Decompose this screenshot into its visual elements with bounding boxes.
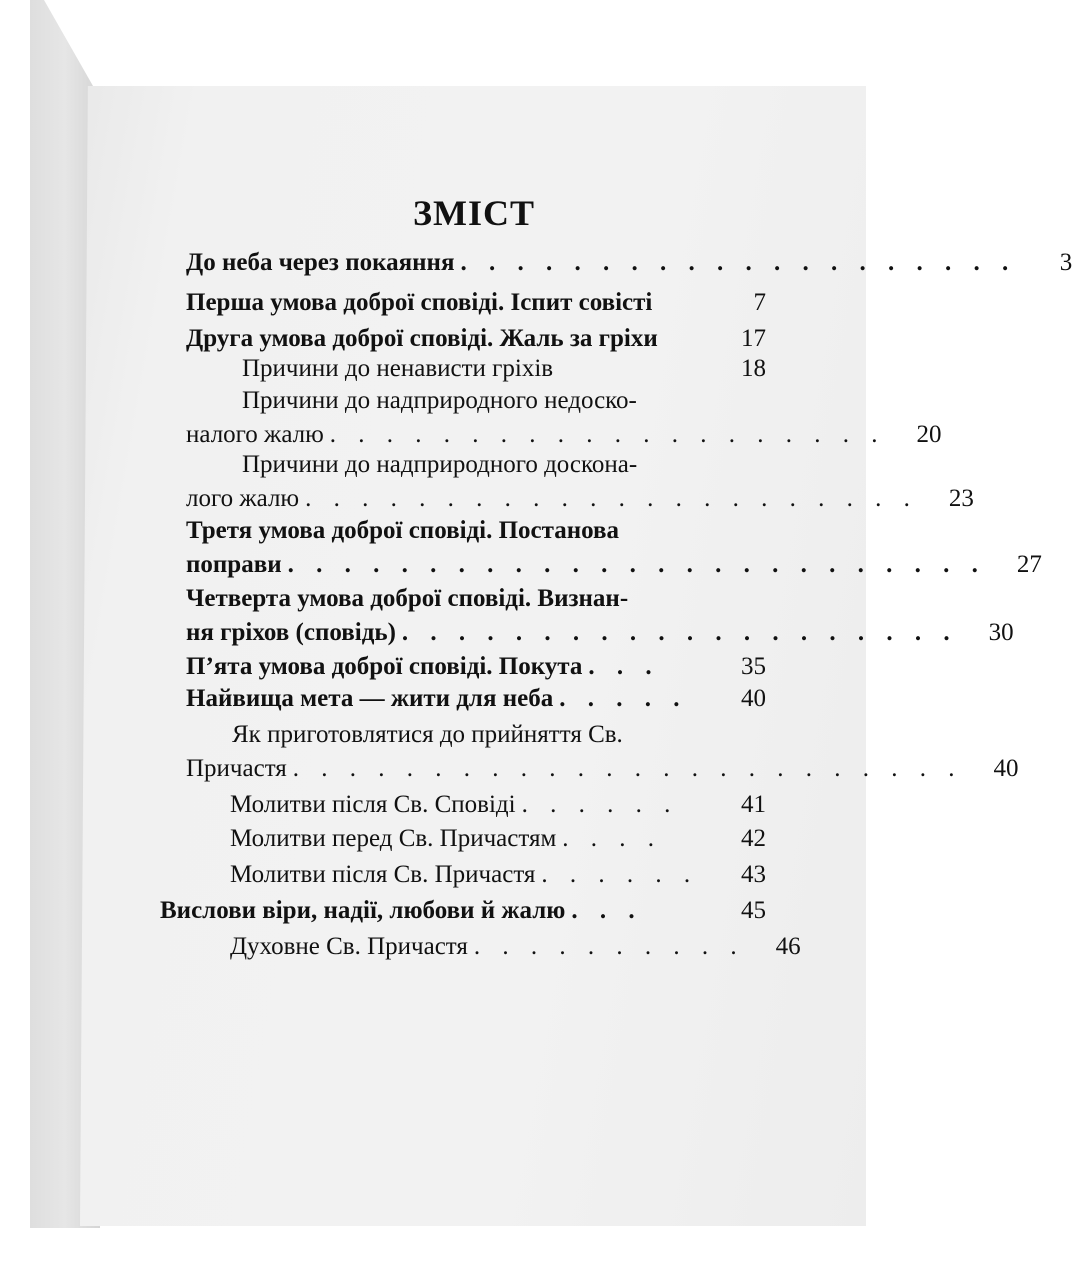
toc-page-number: 35: [741, 653, 766, 680]
toc-leader: . . . . . . . . . . . . . . . . . . . .: [329, 421, 886, 448]
toc-leader: . . . . . . . . . .: [473, 933, 745, 960]
toc-entry-text: лого жалю: [186, 485, 300, 512]
toc-entry-text: ня гріхов (сповідь): [186, 619, 396, 646]
toc-entry-11b: [186, 752, 1019, 786]
toc-page-number: 43: [741, 861, 766, 888]
toc-leader: . . . . . . . . . . . . . . . . . . . . . . . .: [292, 755, 963, 782]
toc-entry-text: До неба через покаяння: [186, 249, 455, 276]
toc-entry-3: [186, 322, 766, 356]
toc-entry-14: [230, 858, 766, 892]
toc-leader: . . . . .: [559, 685, 688, 712]
toc-entry-text: Причини до надприродного доскона-: [242, 451, 638, 478]
toc-entry-text: П’ята умова доброї сповіді. Покута: [186, 653, 583, 680]
toc-page-number: 30: [988, 619, 1014, 646]
toc-entry-6a: [242, 448, 712, 482]
toc-leader: . . . . . . . . . . . . . . . . . . . . . .: [305, 485, 918, 512]
toc-entry-5b: [186, 418, 942, 452]
toc-entry-text: налого жалю: [186, 421, 324, 448]
toc-page-number: 40: [993, 755, 1019, 782]
toc-entry-7b: [186, 548, 1042, 582]
toc-entry-12: [230, 788, 766, 822]
toc-page-number: 40: [741, 685, 766, 712]
toc-entry-text: Молитви після Св. Причастя: [230, 861, 536, 888]
toc-page-number: 27: [1016, 551, 1042, 578]
toc-entry-text: Перша умова доброї сповіді. Іспит совісті: [186, 289, 653, 316]
toc-page-number: 23: [948, 485, 974, 512]
toc-page-number: 20: [916, 421, 942, 448]
toc-entry-9: [186, 650, 766, 684]
toc-leader: . . .: [588, 653, 660, 680]
toc-entry-16: [230, 930, 801, 964]
toc-leader: . . . . . .: [521, 791, 679, 818]
toc-entry-7a: [186, 514, 716, 548]
toc-page-number: 3: [1059, 249, 1072, 276]
toc-leader: . . . . . . . . . . . . . . . . . . . . . . . . .: [287, 551, 986, 578]
toc-entry-4: [242, 352, 766, 386]
toc-entry-text: Друга умова доброї сповіді. Жаль за гріхи: [186, 325, 658, 352]
toc-entry-1: [186, 246, 1072, 280]
toc-leader: . . . . . . . . . . . . . . . . . . . .: [460, 249, 1017, 276]
toc-entry-13: [230, 822, 766, 856]
toc-entry-text: Найвища мета — жити для неба: [186, 685, 554, 712]
toc-page-number: 41: [741, 791, 766, 818]
toc-entry-text: Молитви після Св. Сповіді: [230, 791, 516, 818]
toc-entry-6b: [186, 482, 974, 516]
toc-entry-5a: [242, 384, 712, 418]
toc-entry-text: Духовне Св. Причастя: [230, 933, 468, 960]
toc-entry-text: Як приготовлятися до прийняття Св.: [232, 721, 623, 748]
toc-leader: . . . . . .: [541, 861, 699, 888]
toc-entry-text: Вислови віри, надії, любови й жалю: [160, 897, 566, 924]
toc-entry-text: Третя умова доброї сповіді. Постанова: [186, 517, 620, 544]
toc-entry-text: поправи: [186, 551, 282, 578]
toc-leader: . . .: [571, 897, 643, 924]
toc-page-number: 17: [741, 325, 766, 352]
toc-entry-2: [186, 286, 766, 320]
toc-page-number: 45: [741, 897, 766, 924]
toc-entry-text: Причини до надприродного недоско-: [242, 387, 637, 414]
toc-entry-15: [160, 894, 766, 928]
toc-page-number: 46: [775, 933, 801, 960]
toc-entry-text: Причини до ненависти гріхів: [242, 355, 554, 382]
page-title: ЗМІСТ: [413, 193, 535, 234]
toc-entry-text: Молитви перед Св. Причастям: [230, 825, 557, 852]
toc-page-number: 18: [741, 355, 766, 382]
toc-leader: . . . . . . . . . . . . . . . . . . . .: [401, 619, 958, 646]
toc-entry-11a: [232, 718, 722, 752]
toc-entry-text: Причастя: [186, 755, 287, 782]
toc-entry-text: Четверта умова доброї сповіді. Визнан-: [186, 585, 629, 612]
toc-page-number: 7: [753, 289, 766, 316]
toc-entry-8a: [186, 582, 716, 616]
toc-entry-8b: [186, 616, 1014, 650]
toc-page-number: 42: [741, 825, 766, 852]
toc-leader: . . . .: [562, 825, 663, 852]
toc-entry-10: [186, 682, 766, 716]
